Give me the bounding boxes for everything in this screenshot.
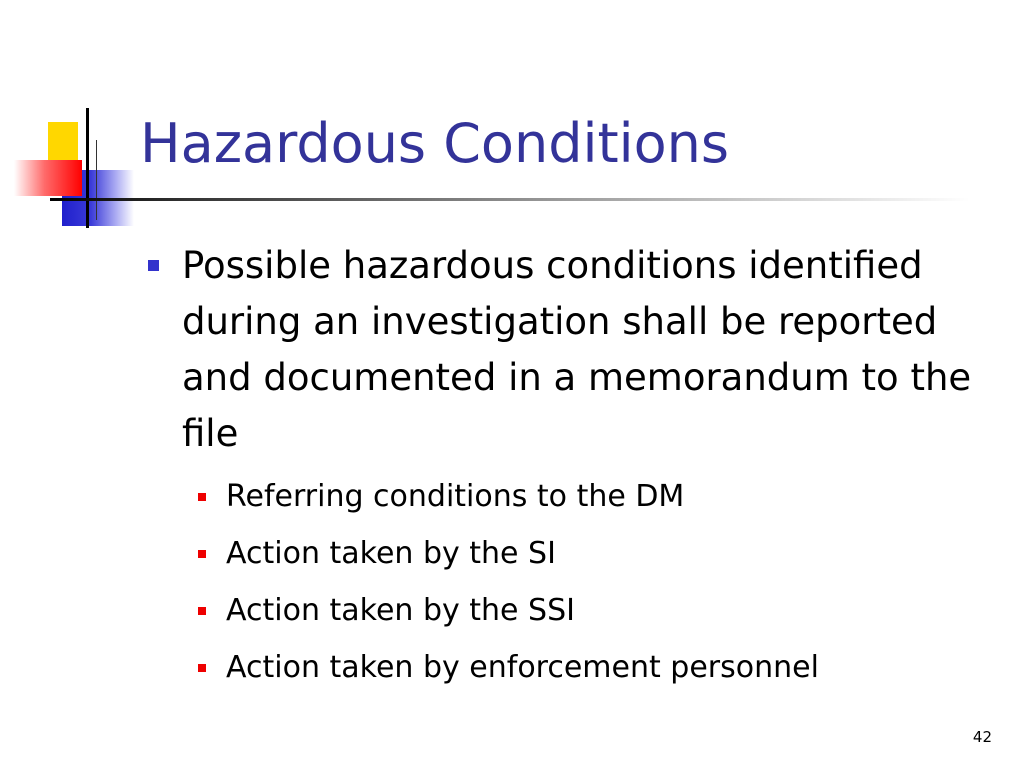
square-bullet-icon	[198, 493, 206, 501]
main-bullet-item	[146, 238, 1006, 462]
sub-bullet-text: Action taken by the SSI	[226, 593, 575, 628]
decorative-logo	[0, 100, 150, 230]
page-number: 42	[972, 728, 992, 746]
sub-bullet-list	[146, 468, 1006, 696]
sub-bullet-text: Action taken by the SI	[226, 536, 556, 571]
sub-bullet-item	[146, 582, 1006, 639]
sub-bullet-item	[146, 525, 1006, 582]
main-bullet-text: Possible hazardous conditions identified during an investigation shall be reported and documented in a memorandum to the file	[182, 244, 972, 455]
title-underline	[50, 198, 970, 201]
square-bullet-icon	[148, 260, 159, 271]
vertical-line-shape	[86, 108, 89, 228]
square-bullet-icon	[198, 664, 206, 672]
red-square-shape	[14, 160, 82, 196]
sub-bullet-item	[146, 468, 1006, 525]
sub-bullet-text: Action taken by enforcement personnel	[226, 650, 819, 685]
sub-bullet-text: Referring conditions to the DM	[226, 479, 685, 514]
square-bullet-icon	[198, 607, 206, 615]
square-bullet-icon	[198, 550, 206, 558]
sub-bullet-item	[146, 639, 1006, 696]
slide-title: Hazardous Conditions	[140, 112, 730, 175]
slide-body	[146, 238, 1006, 696]
vertical-line-thin-shape	[96, 140, 97, 220]
